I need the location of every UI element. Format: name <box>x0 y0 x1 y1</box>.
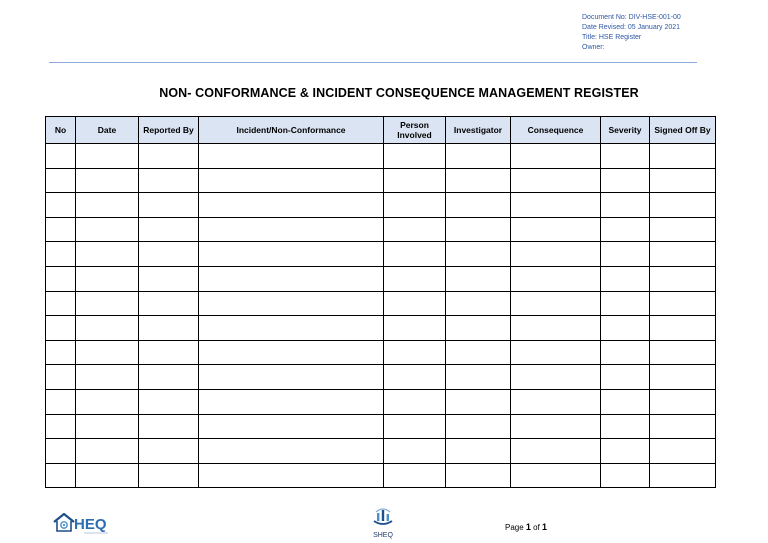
table-cell <box>511 193 601 218</box>
table-cell <box>46 365 76 390</box>
table-row <box>46 316 716 341</box>
table-cell <box>199 193 384 218</box>
table-cell <box>139 266 199 291</box>
date-revised: Date Revised: 05 January 2021 <box>582 24 681 31</box>
table-cell <box>650 463 716 488</box>
register-body <box>46 144 716 488</box>
table-cell <box>650 340 716 365</box>
table-cell <box>601 439 650 464</box>
sheq-logo <box>370 507 396 540</box>
table-cell <box>511 365 601 390</box>
column-header-severity: Severity <box>601 117 650 144</box>
sheq-logo-icon <box>370 507 396 527</box>
table-cell <box>384 316 446 341</box>
table-cell <box>446 168 511 193</box>
column-header-investigator: Investigator <box>446 117 511 144</box>
table-cell <box>46 193 76 218</box>
table-cell <box>384 463 446 488</box>
page-total: 1 <box>542 522 548 532</box>
table-cell <box>384 414 446 439</box>
table-cell <box>446 463 511 488</box>
table-cell <box>601 463 650 488</box>
table-cell <box>601 242 650 267</box>
table-cell <box>511 242 601 267</box>
table-cell <box>384 340 446 365</box>
house-logo-icon <box>52 511 112 537</box>
table-cell <box>601 168 650 193</box>
column-header-signed-off-by: Signed Off By <box>650 117 716 144</box>
table-cell <box>446 439 511 464</box>
document-number: Document No: DIV-HSE-001-00 <box>582 14 681 21</box>
table-cell <box>384 439 446 464</box>
table-cell <box>650 316 716 341</box>
table-cell <box>76 291 139 316</box>
table-cell <box>384 291 446 316</box>
table-header-row <box>46 117 716 144</box>
table-cell <box>139 193 199 218</box>
page-prefix: Page <box>505 523 526 532</box>
table-cell <box>199 291 384 316</box>
heq-logo-text: HEQ <box>74 516 107 533</box>
table-row <box>46 463 716 488</box>
table-cell <box>139 439 199 464</box>
table-cell <box>650 414 716 439</box>
table-cell <box>46 291 76 316</box>
table-cell <box>384 242 446 267</box>
table-cell <box>76 389 139 414</box>
table-row <box>46 389 716 414</box>
table-cell <box>601 316 650 341</box>
table-cell <box>384 168 446 193</box>
table-cell <box>601 217 650 242</box>
table-cell <box>384 266 446 291</box>
table-cell <box>601 340 650 365</box>
table-cell <box>76 463 139 488</box>
table-cell <box>446 291 511 316</box>
table-cell <box>139 414 199 439</box>
table-cell <box>76 266 139 291</box>
table-cell <box>446 266 511 291</box>
table-cell <box>76 340 139 365</box>
table-cell <box>139 144 199 169</box>
page-of: of <box>530 523 543 532</box>
table-row <box>46 439 716 464</box>
table-cell <box>199 340 384 365</box>
table-cell <box>446 389 511 414</box>
sheq-logo-label: SHEQ <box>373 532 393 539</box>
table-row <box>46 340 716 365</box>
table-cell <box>650 144 716 169</box>
table-row <box>46 291 716 316</box>
page-title: NON- CONFORMANCE & INCIDENT CONSEQUENCE MANAGEMENT REGISTER <box>159 86 639 100</box>
table-cell <box>511 144 601 169</box>
document-title: Title: HSE Register <box>582 34 642 41</box>
table-cell <box>139 316 199 341</box>
page-number <box>505 522 547 532</box>
table-cell <box>139 463 199 488</box>
table-cell <box>384 193 446 218</box>
table-cell <box>199 168 384 193</box>
table-cell <box>46 242 76 267</box>
column-header-consequence: Consequence <box>511 117 601 144</box>
table-cell <box>650 193 716 218</box>
table-row <box>46 168 716 193</box>
table-cell <box>199 266 384 291</box>
table-cell <box>199 389 384 414</box>
header-divider <box>49 62 697 63</box>
table-cell <box>76 414 139 439</box>
table-cell <box>46 389 76 414</box>
table-cell <box>139 389 199 414</box>
table-cell <box>139 365 199 390</box>
table-cell <box>76 168 139 193</box>
table-cell <box>384 144 446 169</box>
table-cell <box>46 340 76 365</box>
table-cell <box>511 217 601 242</box>
table-cell <box>650 389 716 414</box>
table-cell <box>650 365 716 390</box>
table-cell <box>446 217 511 242</box>
table-cell <box>139 168 199 193</box>
table-cell <box>511 168 601 193</box>
table-cell <box>46 144 76 169</box>
page-current: 1 <box>525 522 531 532</box>
table-cell <box>601 414 650 439</box>
table-cell <box>446 414 511 439</box>
table-cell <box>46 217 76 242</box>
table-cell <box>650 168 716 193</box>
table-cell <box>76 242 139 267</box>
table-cell <box>511 439 601 464</box>
table-cell <box>199 463 384 488</box>
table-row <box>46 193 716 218</box>
table-cell <box>76 439 139 464</box>
heq-logo <box>52 511 112 542</box>
table-cell <box>650 291 716 316</box>
table-cell <box>650 266 716 291</box>
table-row <box>46 365 716 390</box>
table-cell <box>199 217 384 242</box>
table-cell <box>601 291 650 316</box>
table-cell <box>601 193 650 218</box>
table-cell <box>446 144 511 169</box>
table-cell <box>76 365 139 390</box>
table-cell <box>601 144 650 169</box>
column-header-reported-by: Reported By <box>139 117 199 144</box>
table-cell <box>511 389 601 414</box>
table-cell <box>46 266 76 291</box>
table-cell <box>511 414 601 439</box>
table-cell <box>650 242 716 267</box>
table-cell <box>650 439 716 464</box>
table-cell <box>601 266 650 291</box>
column-header-person-involved: Person Involved <box>384 117 446 144</box>
table-cell <box>384 365 446 390</box>
document-meta <box>582 13 681 53</box>
table-cell <box>46 414 76 439</box>
table-cell <box>199 242 384 267</box>
column-header-date: Date <box>76 117 139 144</box>
table-cell <box>139 242 199 267</box>
table-cell <box>650 217 716 242</box>
table-cell <box>384 389 446 414</box>
table-cell <box>199 439 384 464</box>
table-cell <box>384 217 446 242</box>
register-table <box>45 116 716 488</box>
table-cell <box>139 340 199 365</box>
table-cell <box>601 389 650 414</box>
table-cell <box>199 365 384 390</box>
table-cell <box>46 316 76 341</box>
table-cell <box>199 414 384 439</box>
table-cell <box>76 217 139 242</box>
table-cell <box>446 193 511 218</box>
column-header-no: No <box>46 117 76 144</box>
table-cell <box>511 316 601 341</box>
table-cell <box>76 316 139 341</box>
table-cell <box>199 144 384 169</box>
table-cell <box>446 340 511 365</box>
table-row <box>46 414 716 439</box>
table-cell <box>46 463 76 488</box>
table-cell <box>46 168 76 193</box>
document-owner: Owner: <box>582 44 605 51</box>
table-cell <box>511 266 601 291</box>
table-cell <box>446 316 511 341</box>
table-cell <box>76 144 139 169</box>
table-cell <box>139 291 199 316</box>
table-cell <box>511 463 601 488</box>
table-cell <box>46 439 76 464</box>
table-row <box>46 217 716 242</box>
table-row <box>46 266 716 291</box>
table-cell <box>446 365 511 390</box>
table-cell <box>446 242 511 267</box>
table-cell <box>139 217 199 242</box>
table-cell <box>76 193 139 218</box>
table-cell <box>511 340 601 365</box>
table-row <box>46 144 716 169</box>
table-cell <box>511 291 601 316</box>
table-row <box>46 242 716 267</box>
table-cell <box>199 316 384 341</box>
column-header-incident: Incident/Non-Conformance <box>199 117 384 144</box>
table-cell <box>601 365 650 390</box>
